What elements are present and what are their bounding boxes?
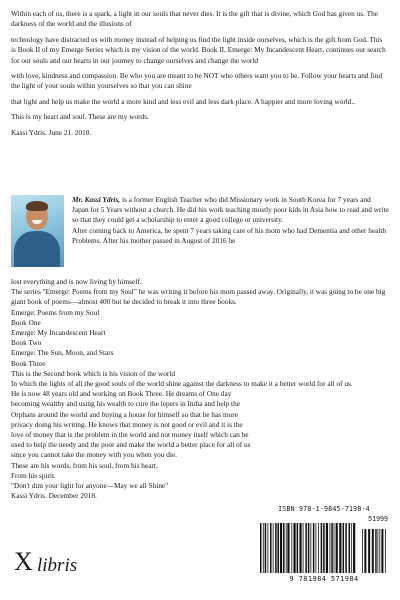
intro-paragraph-3: with love, kindness and compassion. Be who you are meant to be NOT who others want you to be. Follow your hearts and find the light of your souls within yourselves so that you can shine <box>11 71 383 91</box>
author-bio-rest <box>11 277 389 501</box>
intro-paragraph-2: technology have distracted us with money instead of helping us find the light inside ourselves, which is the gift from God. This is Book II of my Emerge Series which is my vision of the world. Book II, Emerge: My Incandescent Heart, continues our search for our souls and our hearts in our journey to change ourselves and change the world <box>11 34 386 65</box>
barcode-digits: 9 781984 571984 <box>289 575 359 583</box>
bio-line: He is now 48 years old and working on Book Three. He dreams of One day becoming wealthy and using his wealth to cure the lepers in India and help the Orphans around the world and buying a house for himself so that he has more privacy doing his writing. He knows that money is not good or evil and it is the love of money that is the problem in the world and not money itself which can be used to help the needy and the poor and make the world a better place for all of us since you cannot take the money with you when you die. <box>11 389 251 460</box>
author-bio-paragraph-2: After coming back to America, he spent 7 years taking care of his mom who had Dementia and other health Problems. After his mother passed in August of 2016 he <box>72 225 387 245</box>
bio-line: Book Two <box>11 338 42 348</box>
bio-line: Book One <box>11 317 41 327</box>
intro-text <box>11 9 389 138</box>
bio-line: The series "Emerge: Poems from my Soul" he was writing it before his mom passed away. Originally, it was going to be one big giant book of poems—almost 400 but he decided to break it into three books. <box>11 287 386 307</box>
bio-line: Kassi Ydris. December 2018. <box>11 491 97 501</box>
author-name: Mr. Kassi Ydris, <box>72 195 121 204</box>
bio-line: lost everything and is now living by himself. <box>11 277 142 286</box>
bio-line: Emerge: Poems from my Soul <box>11 307 100 317</box>
author-photo <box>11 195 64 267</box>
bio-line: These are his words, from his soul, from his heart, <box>11 460 158 470</box>
intro-paragraph-4: that light and help us make the world a more kind and less evil and less dark place. A happier and more loving world.. <box>11 96 356 106</box>
isbn-addon: 51999 <box>368 515 388 523</box>
intro-paragraph-5: This is my heart and soul. These are my words. <box>11 112 149 122</box>
bio-line: In which the lights of all the good souls of the world shine against the darkness to make it a better world for all of us. <box>11 379 353 389</box>
bio-line: Emerge: The Sun, Moon, and Stars <box>11 348 114 358</box>
publisher-logo-word: libris <box>37 555 78 576</box>
isbn-barcode-box <box>258 505 390 584</box>
author-bio-top <box>72 195 389 246</box>
barcode-graphic <box>260 523 388 573</box>
bio-line: From his spirit. <box>11 470 56 480</box>
intro-signature: Kassi Ydris. June 21. 2018. <box>11 127 92 137</box>
publisher-logo-mark: X <box>14 547 33 576</box>
bio-line: Book Three <box>11 358 46 368</box>
intro-paragraph-1: Within each of us, there is a spark, a light in our souls that never dies. It is the gift that is divine, which God has given us. The darkness of the world and the illusions of <box>11 9 378 29</box>
bio-line: This is the Second book which is his vision of the world <box>11 368 175 378</box>
bio-line: "Don't dim your light for anyone—May we all Shine" <box>11 481 169 491</box>
author-bio-lead: is a former English Teacher who did Missionary work in South Korea for 7 years and Japan for 5 Years without a church. He did his work teaching mostly poor kids in Asia how to read and write so that they could get a scholarship to enter a good college or university. <box>72 195 389 225</box>
publisher-logo <box>11 547 121 587</box>
isbn-label: ISBN 978-1-9845-7198-4 <box>278 505 370 513</box>
bio-line: Emerge: My Incandescent Heart <box>11 328 106 338</box>
